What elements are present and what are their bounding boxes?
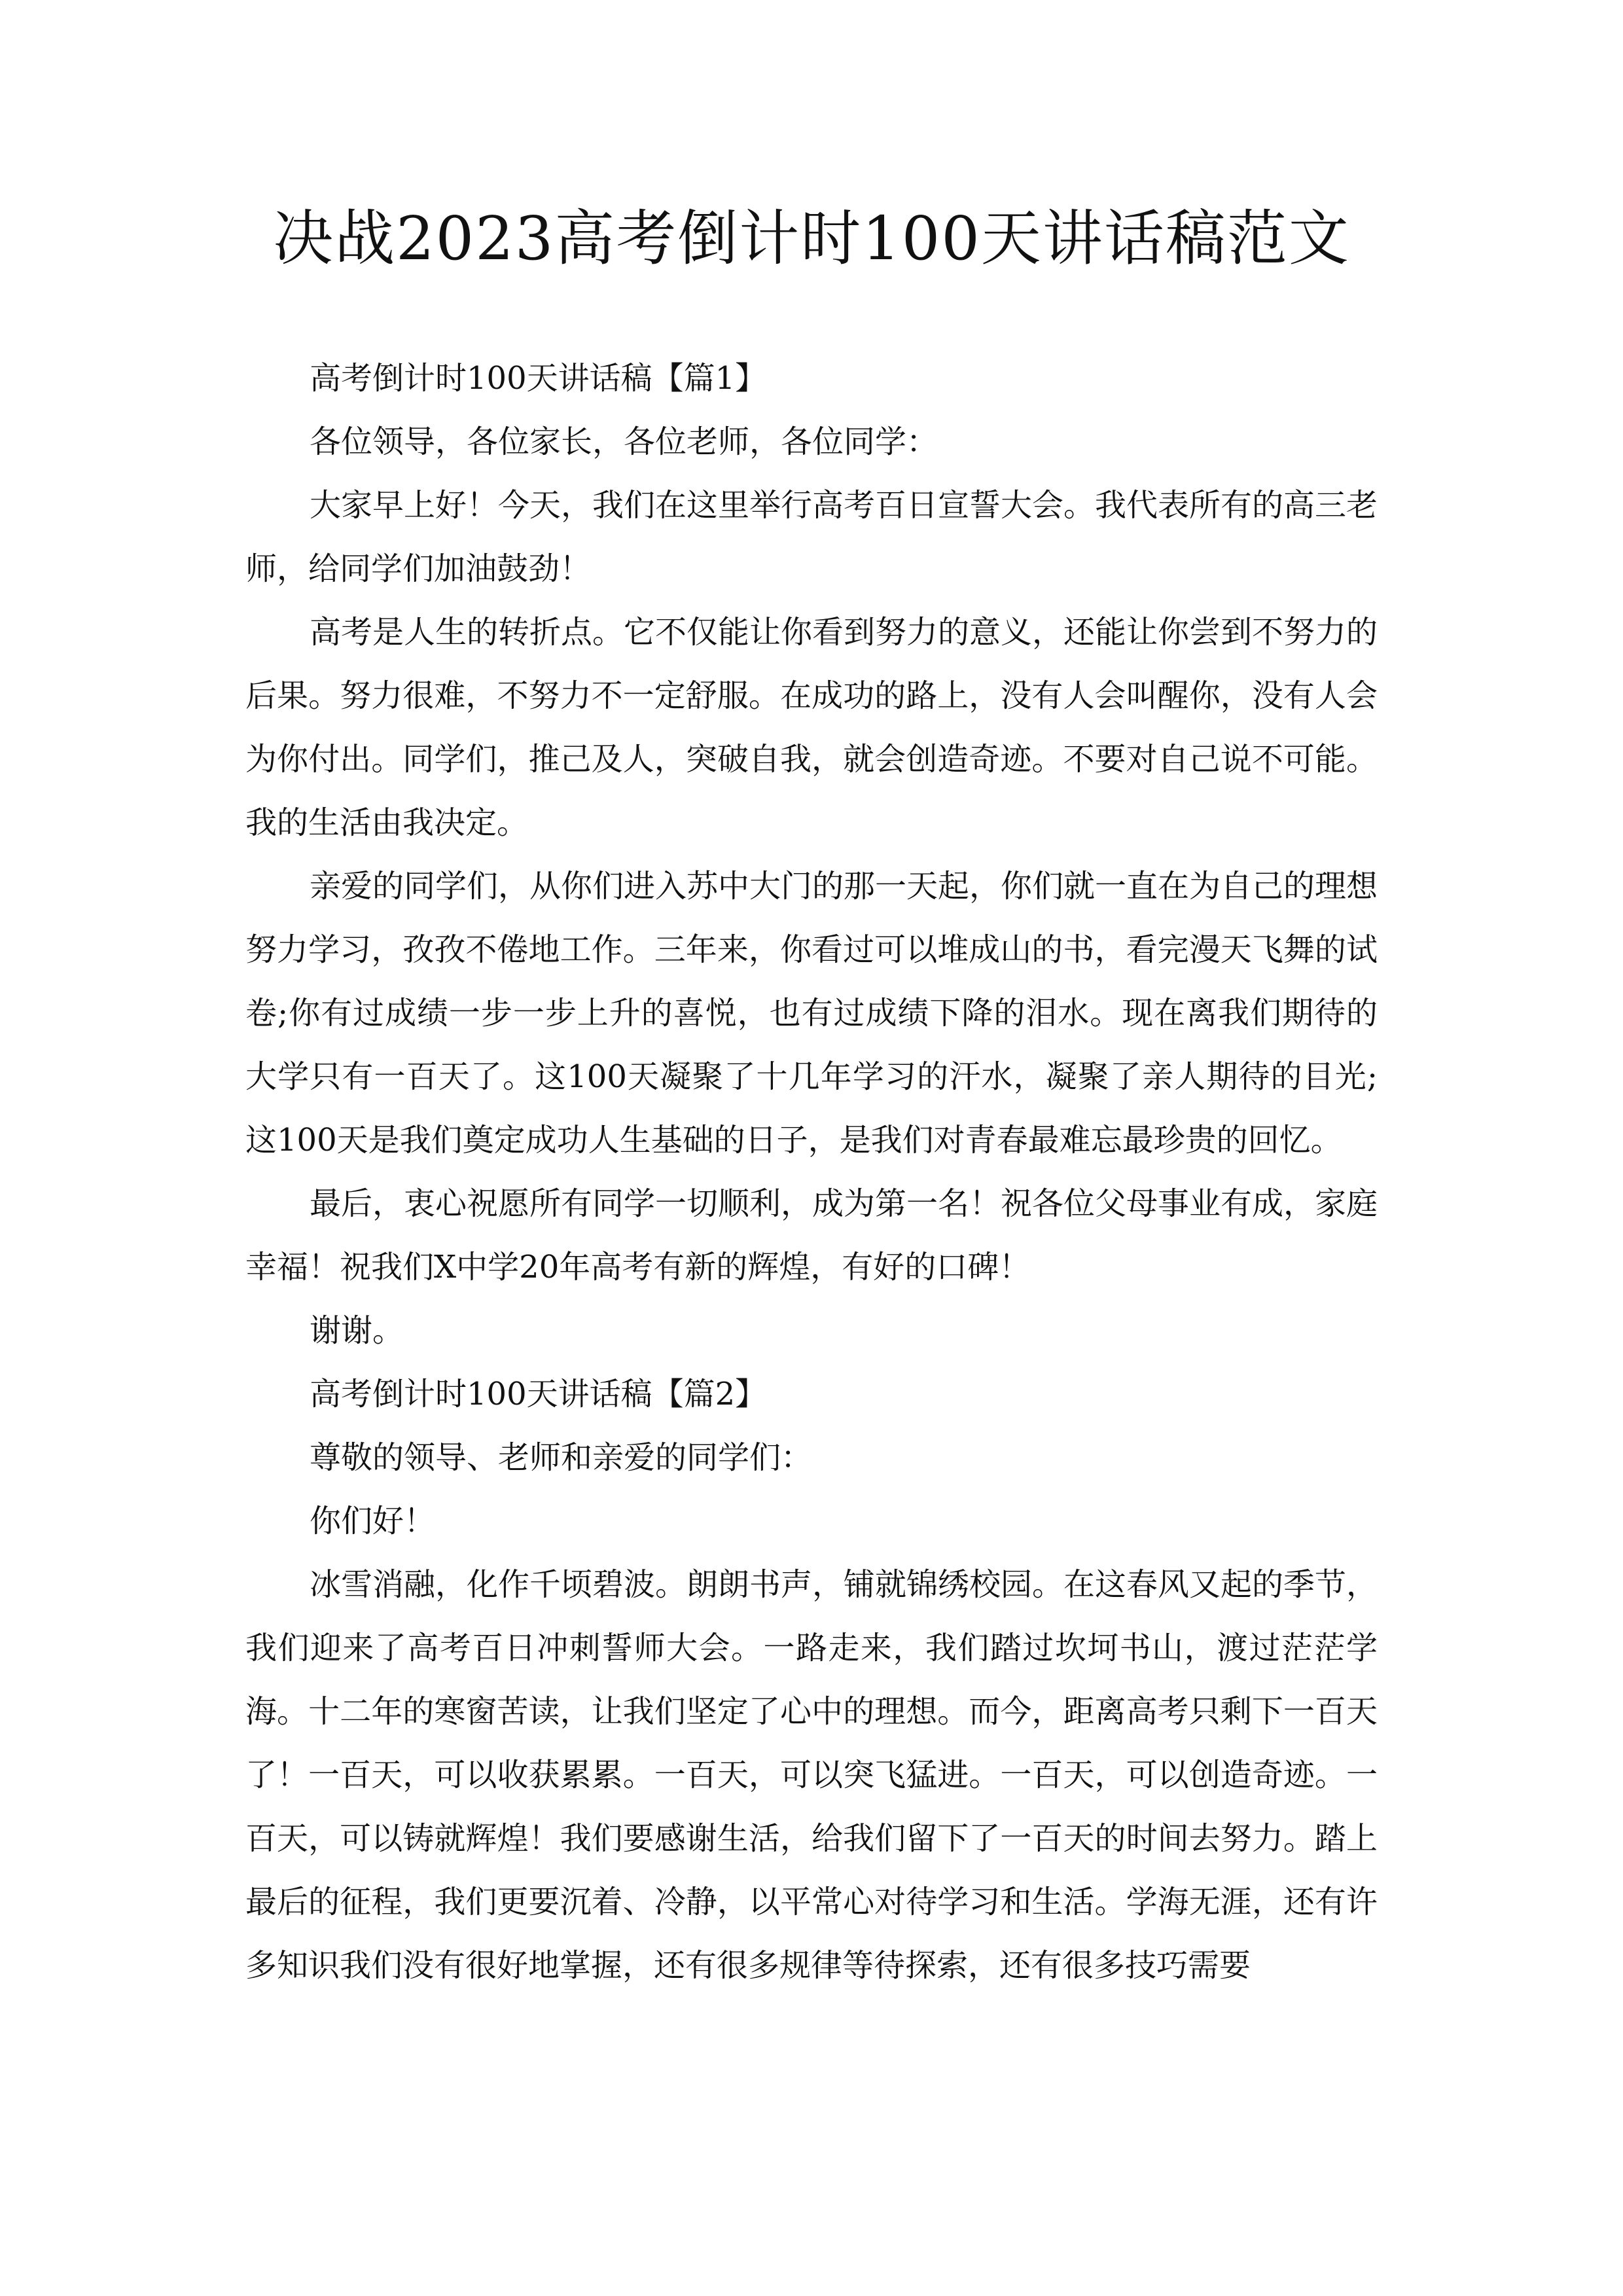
- paragraph: 大家早上好！今天，我们在这里举行高考百日宣誓大会。我代表所有的高三老师，给同学们加油鼓劲！: [245, 487, 1378, 587]
- document-body: [245, 347, 1378, 1998]
- section-heading-2: 高考倒计时100天讲话稿【篇2】: [310, 1376, 767, 1412]
- section-heading-1: 高考倒计时100天讲话稿【篇1】: [310, 360, 767, 397]
- greeting: 你们好！: [310, 1503, 436, 1539]
- salutation-1: 各位领导，各位家长，各位老师，各位同学：: [310, 423, 938, 460]
- paragraph: 亲爱的同学们，从你们进入苏中大门的那一天起，你们就一直在为自己的理想努力学习，孜孜不倦地工作。三年来，你看过可以堆成山的书，看完漫天飞舞的试卷;你有过成绩一步一步上升的喜悦，也有过成绩下降的泪水。现在离我们期待的大学只有一百天了。这100天凝聚了十几年学习的汗水，凝聚了亲人期待的目光;这100天是我们奠定成功人生基础的日子，是我们对青春最难忘最珍贵的回忆。: [245, 868, 1378, 1158]
- paragraph: 高考是人生的转折点。它不仅能让你看到努力的意义，还能让你尝到不努力的后果。努力很难，不努力不一定舒服。在成功的路上，没有人会叫醒你，没有人会为你付出。同学们，推己及人，突破自我，就会创造奇迹。不要对自己说不可能。我的生活由我决定。: [245, 614, 1378, 841]
- document-title: 决战2023高考倒计时100天讲话稿范文: [273, 204, 1350, 274]
- closing-thanks: 谢谢。: [310, 1312, 404, 1349]
- salutation-2: 尊敬的领导、老师和亲爱的同学们：: [310, 1439, 813, 1476]
- paragraph: 冰雪消融，化作千顷碧波。朗朗书声，铺就锦绣校园。在这春风又起的季节，我们迎来了高考百日冲刺誓师大会。一路走来，我们踏过坎坷书山，渡过茫茫学海。十二年的寒窗苦读，让我们坚定了心中的理想。而今，距离高考只剩下一百天了！一百天，可以收获累累。一百天，可以突飞猛进。一百天，可以创造奇迹。一百天，可以铸就辉煌！我们要感谢生活，给我们留下了一百天的时间去努力。踏上最后的征程，我们更要沉着、冷静，以平常心对待学习和生活。学海无涯，还有许多知识我们没有很好地掌握，还有很多规律等待探索，还有很多技巧需要: [245, 1566, 1378, 1984]
- paragraph: 最后，衷心祝愿所有同学一切顺利，成为第一名！祝各位父母事业有成，家庭幸福！祝我们X中学20年高考有新的辉煌，有好的口碑！: [245, 1185, 1378, 1285]
